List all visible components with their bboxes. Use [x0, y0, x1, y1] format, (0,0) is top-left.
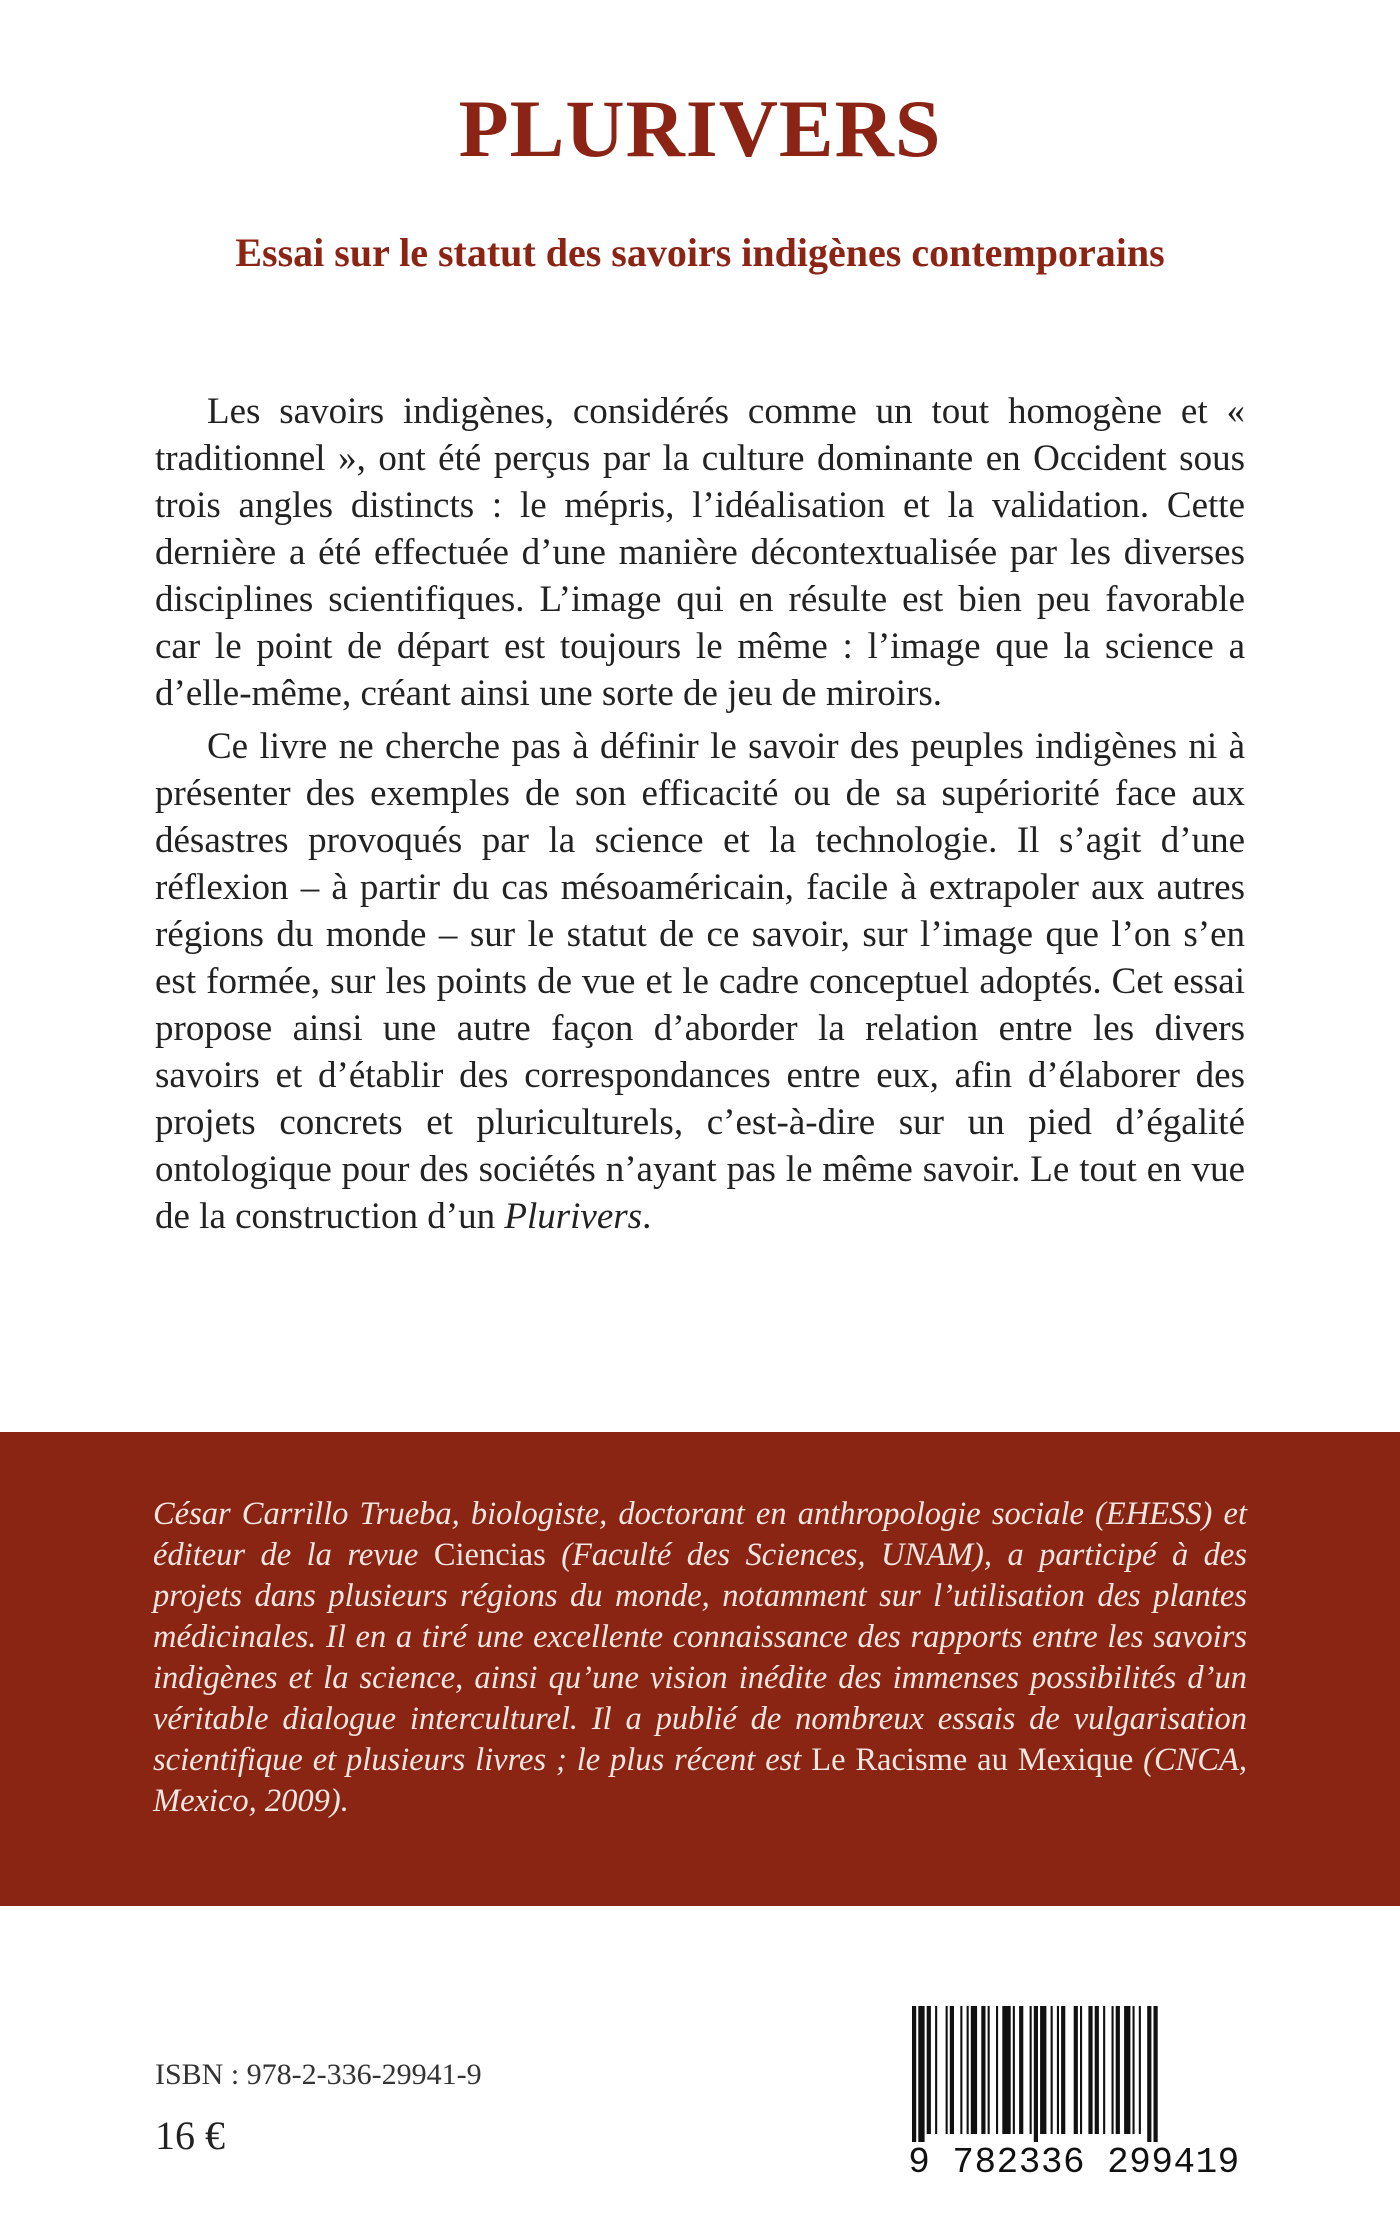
barcode-bar	[1040, 2006, 1046, 2134]
barcode-bar	[1051, 2006, 1053, 2134]
barcode-bar	[912, 2006, 916, 2142]
barcode-bar	[1103, 2006, 1105, 2134]
barcode-bar	[1088, 2006, 1092, 2134]
barcode-bar	[1147, 2006, 1151, 2142]
book-name: Le Racisme au Mexique	[811, 1742, 1134, 1778]
barcode-bar	[1002, 2006, 1010, 2134]
barcode-bar	[927, 2006, 931, 2134]
barcode-bar	[988, 2006, 990, 2134]
summary-paragraph-2-end: .	[642, 1196, 652, 1237]
book-subtitle: Essai sur le statut des savoirs indigènes contemporains	[235, 230, 1165, 275]
summary-paragraph-2	[155, 723, 1245, 1240]
barcode-bar	[946, 2006, 948, 2134]
barcode-bar	[918, 2006, 924, 2142]
barcode-bar	[981, 2006, 985, 2134]
barcode-bar	[1019, 2006, 1023, 2134]
barcode-bar	[1061, 2006, 1065, 2134]
barcode-bar	[1124, 2006, 1130, 2134]
barcode-bars	[908, 2002, 1240, 2142]
barcode-bar	[1116, 2006, 1120, 2134]
barcode-bar	[1139, 2006, 1141, 2134]
bio-part-2: (Faculté des Sciences, UNAM), a participé à des projets dans plusieurs régions du monde, notamment sur l’utilisation des plantes médicinales. Il en a tiré une excellente connaissance des rapports entre les savoirs indigènes et la science, ainsi qu’une vision inédite des immenses possibilités d’un véritable dialogue interculturel. Il a publié de nombreux essais de vulgarisation scientifique et plusieurs livres ; le plus récent est	[153, 1537, 1247, 1778]
author-bio	[153, 1494, 1247, 1822]
barcode-bar	[1095, 2006, 1099, 2134]
price-label: 16 €	[155, 2113, 225, 2158]
summary-paragraph-2-text: Ce livre ne cherche pas à définir le savoir des peuples indigènes ni à présenter des exemples de son efficacité ou de sa supériorité face aux désastres provoqués par la science et la technologie. Il s’agit d’une réflexion – à partir du cas mésoaméricain, facile à extrapoler aux autres régions du monde – sur le statut de ce savoir, sur l’image que l’on s’en est formée, sur les points de vue et le cadre conceptuel adoptés. Cet essai propose ainsi une autre façon d’aborder la relation entre les divers savoirs et d’établir des correspondances entre eux, afin d’élaborer des projets concrets et pluriculturels, c’est-à-dire sur un pied d’égalité ontologique pour des sociétés n’ayant pas le même savoir. Le tout en vue de la construction d’un	[155, 726, 1245, 1237]
barcode-bar	[1112, 2006, 1114, 2134]
plurivers-emphasis: Plurivers	[504, 1196, 643, 1237]
barcode-bar	[950, 2006, 954, 2134]
barcode-bar	[971, 2006, 977, 2134]
barcode-bar	[1030, 2006, 1032, 2134]
bio-part-1: César Carrillo Trueba, biologiste, doctorant en anthropologie sociale (EHESS) et éditeur de la revue	[153, 1496, 1247, 1573]
isbn-label: ISBN : 978-2-336-29941-9	[155, 2058, 482, 2091]
barcode-digits: 9 782336 299419	[908, 2142, 1240, 2183]
barcode-bar	[960, 2006, 962, 2134]
barcode-bar	[967, 2006, 969, 2134]
barcode-bar	[935, 2006, 937, 2134]
barcode	[908, 2002, 1240, 2182]
barcode-bar	[1074, 2006, 1078, 2134]
barcode-bar	[1013, 2006, 1015, 2134]
journal-name: Ciencias	[433, 1537, 546, 1573]
book-summary	[155, 388, 1245, 1240]
barcode-bar	[996, 2006, 998, 2134]
barcode-bar	[1057, 2006, 1059, 2134]
barcode-bar	[1080, 2006, 1082, 2134]
summary-paragraph-1: Les savoirs indigènes, considérés comme un tout homogène et « traditionnel », ont été perçus par la culture dominante en Occident sous trois angles distincts : le mépris, l’idéalisation et la validation. Cette dernière a été effectuée d’une manière décontextualisée par les diverses disciplines scientifiques. L’image qui en résulte est bien peu favorable car le point de départ est toujours le même : l’image que la science a d’elle-même, créant ainsi une sorte de jeu de miroirs.	[155, 391, 1245, 714]
barcode-bar	[1034, 2006, 1038, 2142]
barcode-bar	[1154, 2006, 1158, 2142]
author-bio-band	[0, 1432, 1400, 1906]
barcode-bar	[1133, 2006, 1135, 2134]
book-title: PLURIVERS	[458, 83, 942, 174]
bio-part-3: (CNCA, Mexico, 2009).	[153, 1742, 1248, 1819]
